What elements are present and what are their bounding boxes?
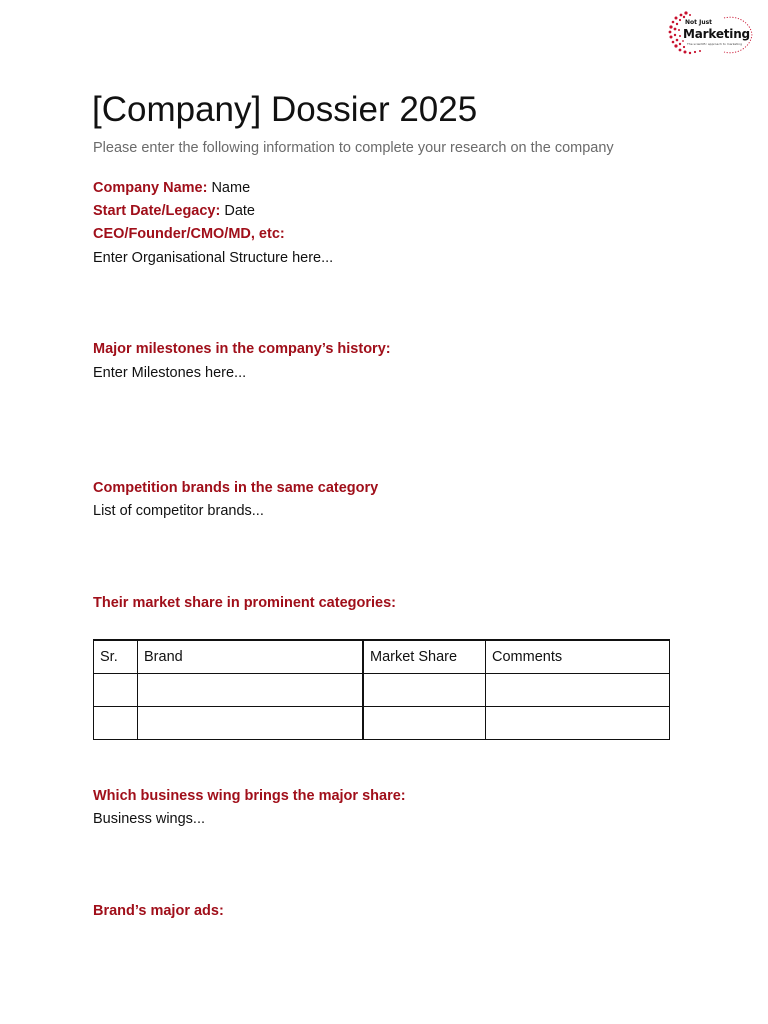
business-wing-label: Which business wing brings the major share: [93,788,406,804]
header-sr: Sr. [94,640,138,674]
table-cell-brand[interactable] [138,707,364,740]
table-row [94,707,670,740]
milestones-label: Major milestones in the company’s history: [93,341,391,357]
start-date-label: Start Date/Legacy: [93,203,221,219]
table-cell-brand[interactable] [138,674,364,707]
page-title: [Company] Dossier 2025 [92,90,478,129]
leadership-label: CEO/Founder/CMO/MD, etc: [93,226,285,242]
table-cell-sr[interactable] [94,707,138,740]
ads-label: Brand’s major ads: [93,903,224,919]
company-name-value[interactable]: Name [211,180,251,196]
logo-tagline: The scientific approach to marketing [687,42,743,46]
leadership-label-row [93,226,285,242]
table-cell-comments[interactable] [486,707,670,740]
competition-value[interactable]: List of competitor brands... [93,503,264,519]
logo-small-text: Not Just [685,19,713,26]
business-wing-value[interactable]: Business wings... [93,811,206,827]
start-date-field [93,203,255,219]
start-date-value[interactable]: Date [224,203,255,219]
logo-main-text: Marketing [683,27,750,41]
header-comments: Comments [486,640,670,674]
header-market-share: Market Share [363,640,486,674]
table-cell-sr[interactable] [94,674,138,707]
company-name-label: Company Name: [93,180,208,196]
table-row [94,674,670,707]
header-brand: Brand [138,640,364,674]
milestones-value[interactable]: Enter Milestones here... [93,365,247,381]
table-header-row [94,640,670,674]
competition-label: Competition brands in the same category [93,480,379,496]
page-subtitle: Please enter the following information to complete your research on the company [93,140,614,156]
market-share-label: Their market share in prominent categories: [93,595,396,611]
leadership-value[interactable]: Enter Organisational Structure here... [93,250,334,266]
table-cell-market-share[interactable] [363,674,486,707]
table-cell-comments[interactable] [486,674,670,707]
company-name-field [93,180,250,196]
market-share-table [93,639,670,740]
table-cell-market-share[interactable] [363,707,486,740]
